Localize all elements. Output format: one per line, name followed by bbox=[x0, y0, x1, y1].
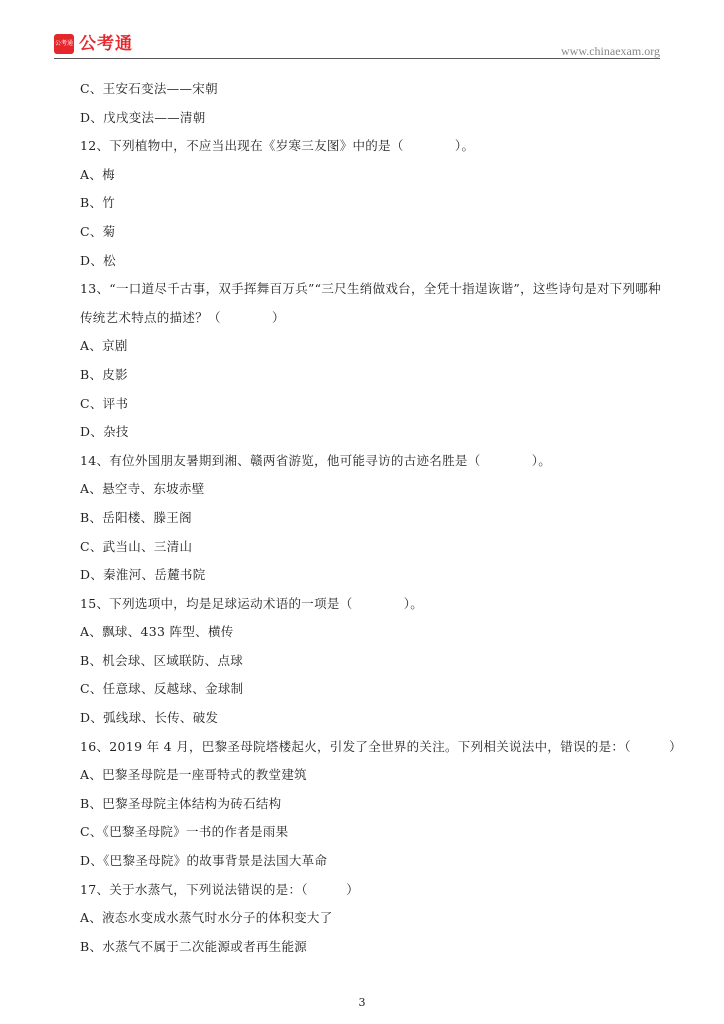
option-line: B、水蒸气不属于二次能源或者再生能源 bbox=[80, 938, 308, 954]
option-line: D、《巴黎圣母院》的故事背景是法国大革命 bbox=[80, 853, 328, 869]
option-line: D、松 bbox=[80, 252, 116, 268]
option-line: C、《巴黎圣母院》一书的作者是雨果 bbox=[80, 824, 289, 840]
option-line: B、岳阳楼、滕王阁 bbox=[80, 509, 192, 525]
option-line: A、悬空寺、东坡赤壁 bbox=[80, 481, 205, 497]
option-line: C、评书 bbox=[80, 395, 129, 411]
option-line: A、飘球、433 阵型、横传 bbox=[80, 624, 234, 640]
option-line: C、武当山、三清山 bbox=[80, 538, 193, 554]
option-line: C、菊 bbox=[80, 223, 116, 239]
question-13: 13、“一口道尽千古事，双手挥舞百万兵”“三尺生绡做戏台，全凭十指逞诙谐”，这些诗句是对下列哪种传统艺术特点的描述？（ ） bbox=[80, 281, 661, 325]
option-line: B、皮影 bbox=[80, 366, 128, 382]
option-line: B、竹 bbox=[80, 195, 116, 211]
logo-text: 公考通 bbox=[79, 34, 133, 54]
question-14: 14、有位外国朋友暑期到湘、赣两省游览，他可能寻访的古迹名胜是（ ）。 bbox=[80, 452, 552, 468]
option-line: D、弧线球、长传、破发 bbox=[80, 710, 219, 726]
option-line: C、任意球、反越球、金球制 bbox=[80, 681, 244, 697]
question-15: 15、下列选项中，均是足球运动术语的一项是（ ）。 bbox=[80, 595, 424, 611]
site-url: www.chinaexam.org bbox=[561, 44, 660, 58]
page-number: 3 bbox=[358, 996, 366, 1009]
document-body bbox=[80, 75, 682, 961]
question-16: 16、2019 年 4 月，巴黎圣母院塔楼起火，引发了全世界的关注。下列相关说法中，错误的是：（ ） bbox=[80, 738, 682, 754]
option-line: A、京剧 bbox=[80, 338, 128, 354]
header-divider bbox=[54, 58, 660, 59]
option-line: D、杂技 bbox=[80, 424, 129, 440]
option-line: A、液态水变成水蒸气时水分子的体积变大了 bbox=[80, 910, 333, 926]
logo-icon: 公考通 bbox=[54, 34, 74, 54]
option-line: B、巴黎圣母院主体结构为砖石结构 bbox=[80, 795, 282, 811]
logo bbox=[54, 34, 133, 54]
option-line: D、秦淮河、岳麓书院 bbox=[80, 567, 206, 583]
question-17: 17、关于水蒸气，下列说法错误的是：（ ） bbox=[80, 881, 360, 897]
option-line: A、梅 bbox=[80, 166, 115, 182]
page-header bbox=[0, 0, 724, 62]
question-12: 12、下列植物中，不应当出现在《岁寒三友图》中的是（ ）。 bbox=[80, 138, 475, 154]
option-line: A、巴黎圣母院是一座哥特式的教堂建筑 bbox=[80, 767, 307, 783]
text-line: C、王安石变法——宋朝 bbox=[80, 81, 218, 96]
text-line: D、戊戌变法——清朝 bbox=[80, 109, 206, 125]
option-line: B、机会球、区域联防、点球 bbox=[80, 652, 244, 668]
